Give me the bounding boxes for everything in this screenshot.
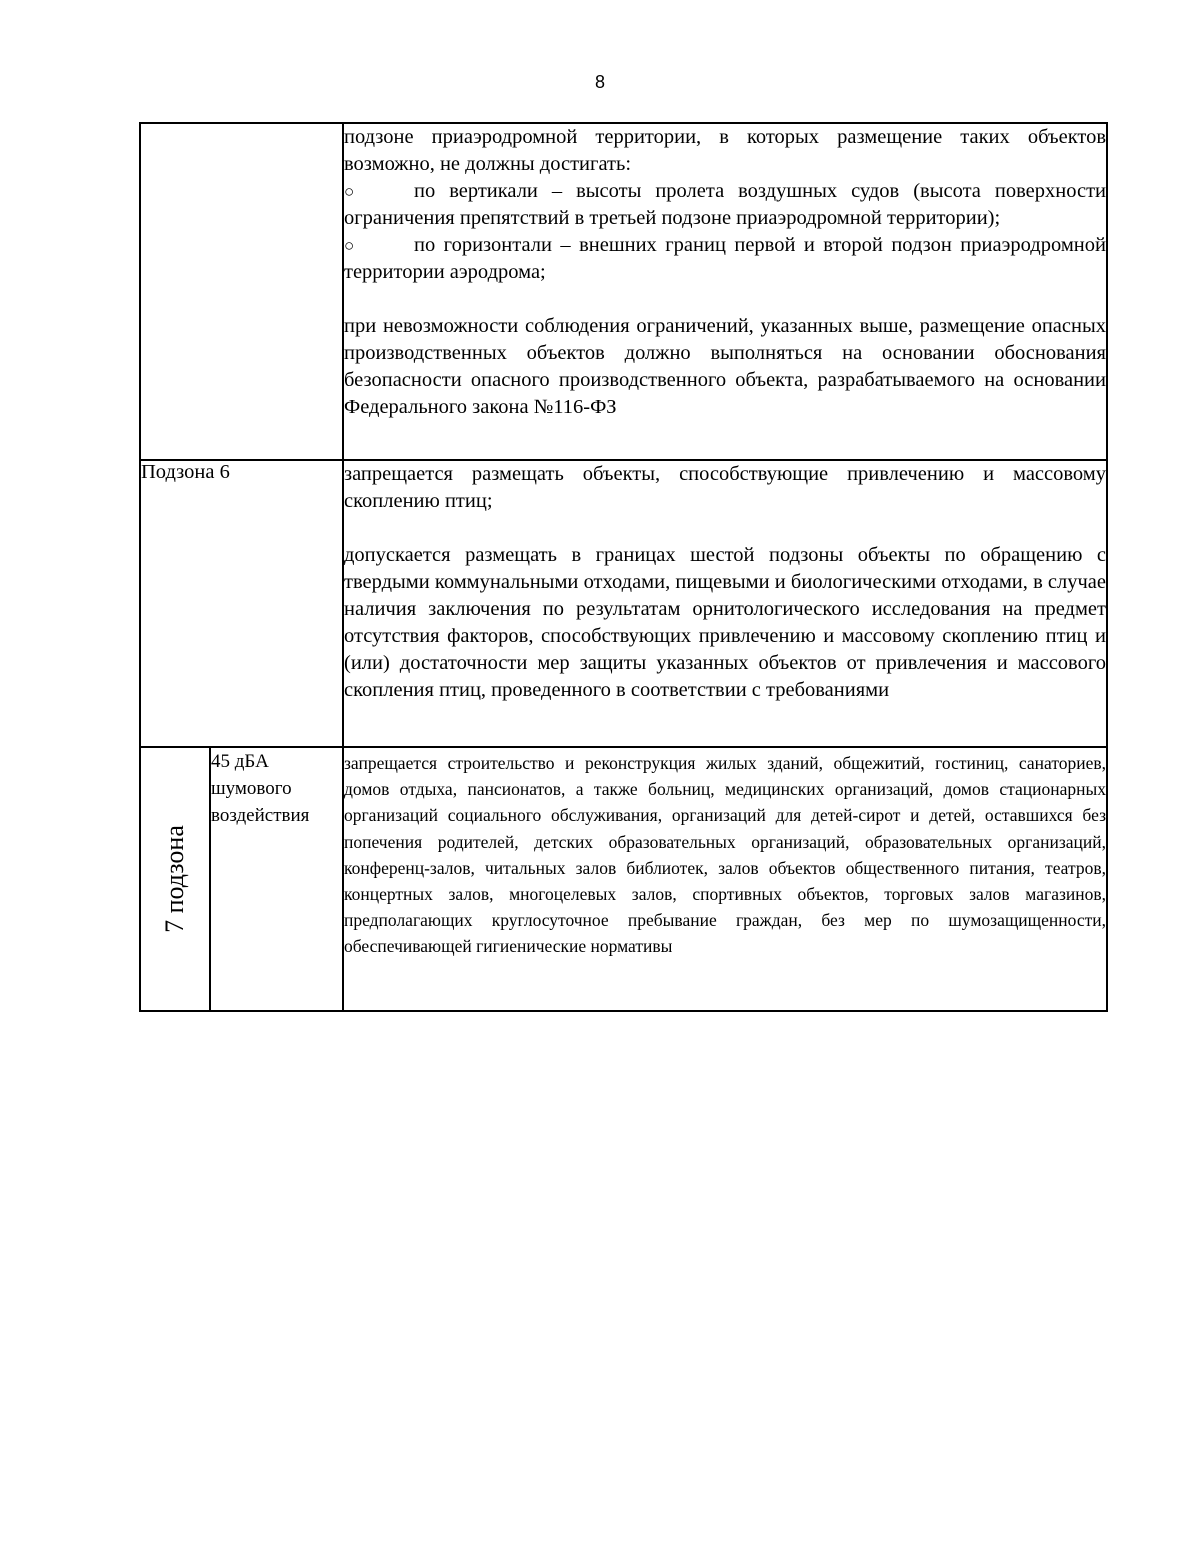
subzone-6-label: Подзона 6 [140, 460, 343, 747]
subzone-7-label: 7 подзона [160, 825, 189, 933]
page-number: 8 [594, 72, 605, 92]
empty-label-cell [140, 123, 343, 460]
restrictions-table [139, 122, 1108, 1012]
restrictions-cell [343, 747, 1107, 1011]
table-row-continuation [140, 123, 1107, 460]
bullet-circle-icon: ○ [344, 236, 355, 255]
restrictions-cell [343, 123, 1107, 460]
restriction-text: подзоне приаэродромной территории, в которых размещение таких объектов возможно, не должны достигать: [344, 126, 1106, 175]
noise-level-text: воздействия [211, 805, 310, 826]
noise-level-value: 45 дБА [211, 751, 269, 772]
bullet-circle-icon: ○ [344, 182, 355, 201]
table-row-subzone-6 [140, 460, 1107, 747]
noise-level-cell [210, 747, 343, 1011]
restriction-text: при невозможности соблюдения ограничений, указанных выше, размещение опасных производственных объектов должно выполняться на основании обоснования безопасности опасного производственного объекта, разрабатываемого на основании Федерального закона №116-ФЗ [344, 315, 1106, 418]
restriction-text: запрещается строительство и реконструкция жилых зданий, общежитий, гостиниц, санаториев, домов отдыха, пансионатов, а также больниц, медицинских организаций, домов стационарных организаций социального обслуживания, организаций для детей-сирот и детей, оставшихся без попечения родителей, детских образовательных организаций, образовательных организаций, конференц-залов, читальных залов библиотек, залов объектов общественного питания, театров, концертных залов, многоцелевых залов, спортивных объектов, торговых залов магазинов, предполагающих круглосуточное пребывание граждан, без мер по шумозащищенности, обеспечивающей гигиенические нормативы [344, 753, 1106, 957]
bullet-text: по горизонтали – внешних границ первой и второй подзон приаэродромной территории аэродрома; [344, 234, 1106, 283]
bullet-item-vertical [344, 178, 1106, 232]
bullet-text: по вертикали – высоты пролета воздушных судов (высота поверхности ограничения препятствий в третьей подзоне приаэродромной территории); [344, 180, 1106, 229]
subzone-7-cell [140, 747, 210, 1011]
restriction-text: допускается размещать в границах шестой подзоны объекты по обращению с твердыми коммунальными отходами, пищевыми и биологическими отходами, в случае наличия заключения по результатам орнитологического исследования на предмет отсутствия факторов, способствующих привлечению и массовому скоплению птиц и (или) достаточности мер защиты указанных объектов от привлечения и массового скопления птиц, проведенного в соответствии с требованиями [344, 544, 1106, 701]
restrictions-cell [343, 460, 1107, 747]
bullet-item-horizontal [344, 232, 1106, 286]
noise-level-text: шумового [211, 778, 292, 799]
table-row-subzone-7 [140, 747, 1107, 1011]
restriction-text: запрещается размещать объекты, способствующие привлечению и массовому скоплению птиц; [344, 463, 1106, 512]
